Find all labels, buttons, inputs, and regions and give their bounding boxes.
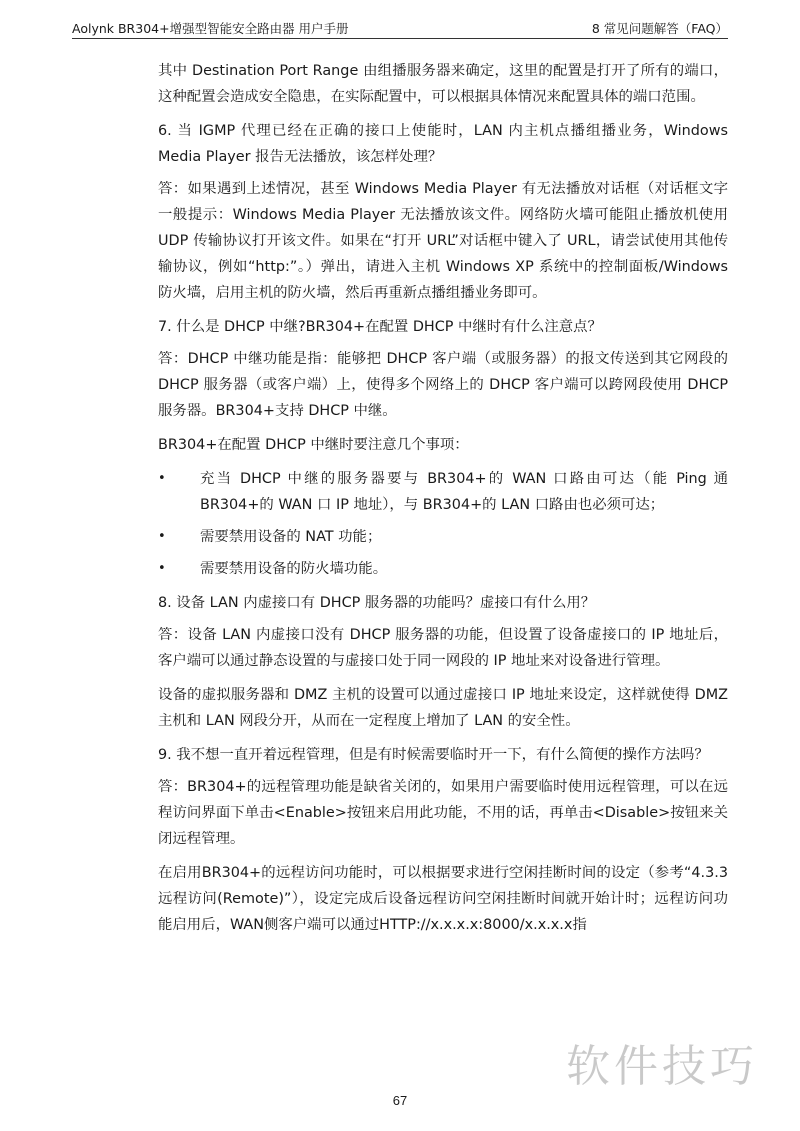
faq-extra-8: 设备的虚拟服务器和 DMZ 主机的设置可以通过虚接口 IP 地址来设定，这样就使得 DMZ 主机和 LAN 网段分开，从而在一定程度上增加了 LAN 的安全性。 (158, 687, 728, 729)
faq-answer-9: 答：BR304+的远程管理功能是缺省关闭的，如果用户需要临时使用远程管理，可以在远程访问界面下单击<Enable>按钮来启用此功能，不用的话，再单击<Disable>按钮来关闭远程管理。 (158, 779, 728, 847)
faq-question-8: 8. 设备 LAN 内虚接口有 DHCP 服务器的功能吗？虚接口有什么用？ (158, 595, 596, 611)
list-item: • 需要禁用设备的 NAT 功能； (158, 524, 728, 550)
page-content (158, 58, 728, 946)
page-number: 67 (392, 1093, 408, 1108)
bullet-icon: • (158, 471, 166, 486)
bullet-icon: • (158, 529, 166, 544)
faq-note-7: BR304+在配置 DHCP 中继时要注意几个事项： (158, 437, 469, 453)
faq-extra-9: 在启用BR304+的远程访问功能时，可以根据要求进行空闲挂断时间的设定（参考“4.3.3 远程访问(Remote)”），设定完成后设备远程访问空闲挂断时间就开始计时；远程访问功能启用后，WAN侧客户端可以通过HTTP://x.x.x.x:8000/x.x.x.x指 (158, 865, 728, 933)
faq-answer-7: 答：DHCP 中继功能是指：能够把 DHCP 客户端（或服务器）的报文传送到其它网段的 DHCP 服务器（或客户端）上，使得多个网络上的 DHCP 客户端可以跨网段使用 DHCP 服务器。BR304+支持 DHCP 中继。 (158, 351, 728, 419)
manual-title: Aolynk BR304+增强型智能安全路由器 用户手册 (72, 21, 349, 36)
dhcp-relay-notes-list (158, 466, 728, 582)
faq-answer-8: 答：设备 LAN 内虚接口没有 DHCP 服务器的功能，但设置了设备虚接口的 IP 地址后，客户端可以通过静态设置的与虚接口处于同一网段的 IP 地址来对设备进行管理。 (158, 627, 728, 669)
list-item: • 需要禁用设备的防火墙功能。 (158, 556, 728, 582)
faq-question-7: 7. 什么是 DHCP 中继?BR304+在配置 DHCP 中继时有什么注意点？ (158, 319, 602, 335)
page-header (72, 16, 728, 39)
watermark: 软件技巧 (566, 1041, 758, 1092)
faq-question-6: 6. 当 IGMP 代理已经在正确的接口上使能时，LAN 内主机点播组播业务，Windows Media Player 报告无法播放，该怎样处理？ (158, 123, 728, 165)
faq-question-9: 9. 我不想一直开着远程管理，但是有时候需要临时开一下，有什么简便的操作方法吗？ (158, 747, 709, 763)
chapter-title: 8 常见问题解答（FAQ） (591, 21, 728, 36)
bullet-icon: • (158, 561, 166, 576)
list-item: • 充当 DHCP 中继的服务器要与 BR304+的 WAN 口路由可达（能 Ping 通 BR304+的 WAN 口 IP 地址），与 BR304+的 LAN 口路由也必须可达； (158, 466, 728, 518)
intro-paragraph: 其中 Destination Port Range 由组播服务器来确定，这里的配置是打开了所有的端口，这种配置会造成安全隐患，在实际配置中，可以根据具体情况来配置具体的端口范围。 (158, 63, 728, 105)
faq-answer-6: 答：如果遇到上述情况，甚至 Windows Media Player 有无法播放对话框（对话框文字一般提示：Windows Media Player 无法播放该文件。网络防火墙可能阻止播放机使用 UDP 传输协议打开该文件。如果在“打开 URL”对话框中键入了 URL，请尝试使用其他传输协议，例如“http:”。）弹出，请进入主机 Windows XP 系统中的控制面板/Windows 防火墙，启用主机的防火墙，然后再重新点播组播业务即可。 (158, 181, 728, 301)
